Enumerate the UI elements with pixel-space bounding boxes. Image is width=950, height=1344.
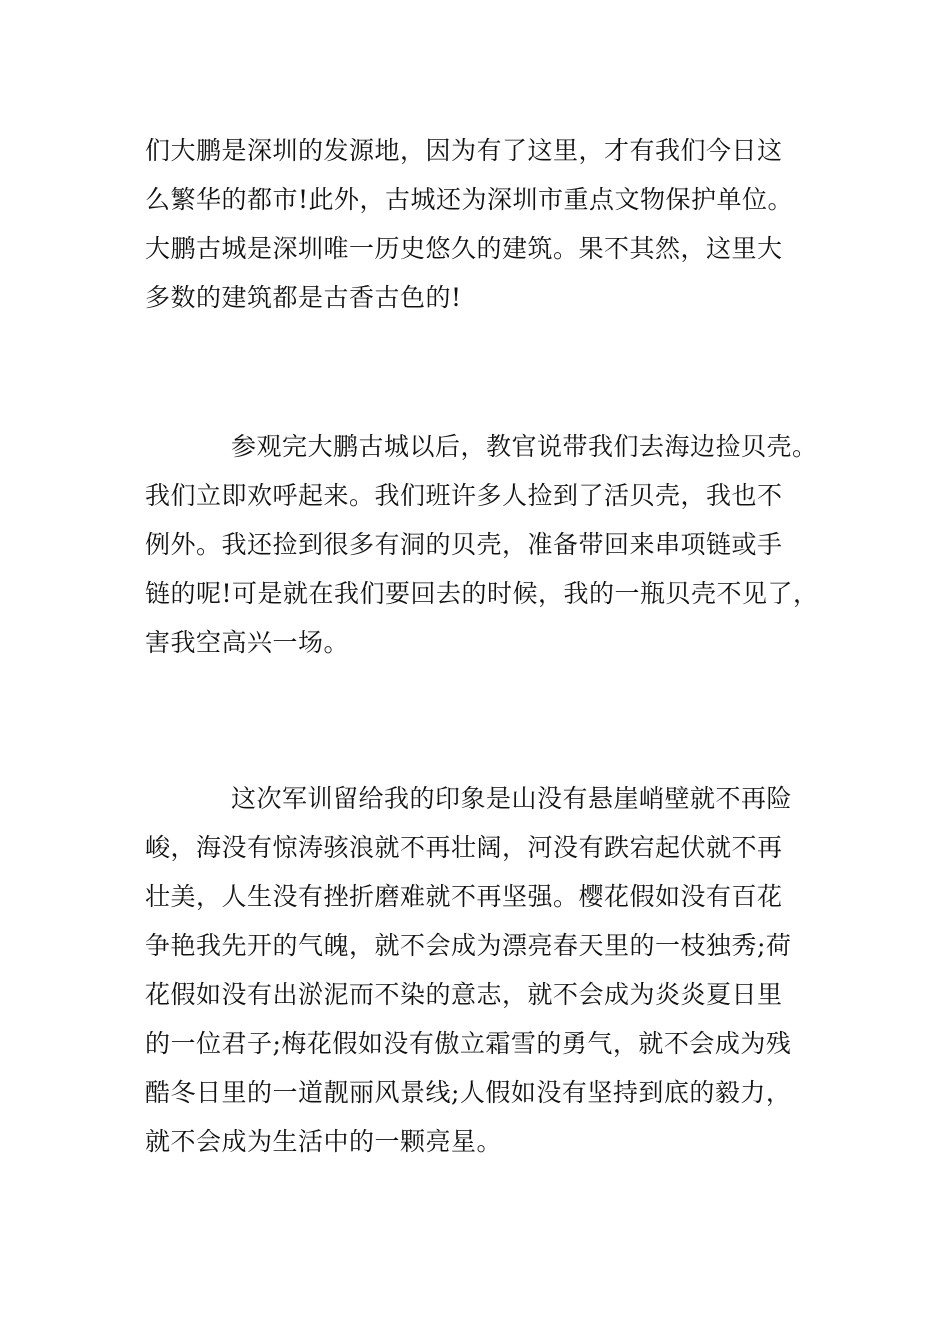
paragraph-line: 壮美，人生没有挫折磨难就不再坚强。樱花假如没有百花 <box>145 882 783 911</box>
paragraph-line: 么繁华的都市!此外，古城还为深圳市重点文物保护单位。 <box>145 185 794 214</box>
paragraph-line: 大鹏古城是深圳唯一历史悠久的建筑。果不其然，这里大 <box>145 234 783 263</box>
paragraph-line: 害我空高兴一场。 <box>145 628 350 657</box>
paragraph-first-line: 参观完大鹏古城以后，教官说带我们去海边捡贝壳。 <box>231 432 818 461</box>
paragraph-line: 多数的建筑都是古香古色的! <box>145 283 462 312</box>
paragraph-line: 们大鹏是深圳的发源地，因为有了这里，才有我们今日这 <box>145 136 783 165</box>
paragraph-line: 峻，海没有惊涛骇浪就不再壮阔，河没有跌宕起伏就不再 <box>145 833 783 862</box>
paragraph-line: 链的呢!可是就在我们要回去的时候，我的一瓶贝壳不见了， <box>145 579 819 608</box>
paragraph-1 <box>145 126 845 322</box>
paragraph-line: 的一位君子;梅花假如没有傲立霜雪的勇气，就不会成为残 <box>145 1029 792 1058</box>
paragraph-2 <box>145 422 845 667</box>
paragraph-line: 酷冬日里的一道靓丽风景线;人假如没有坚持到底的毅力， <box>145 1078 792 1107</box>
paragraph-line: 就不会成为生活中的一颗亮星。 <box>145 1127 503 1156</box>
paragraph-first-line: 这次军训留给我的印象是山没有悬崖峭壁就不再险 <box>231 784 793 813</box>
paragraph-line: 争艳我先开的气魄，就不会成为漂亮春天里的一枝独秀;荷 <box>145 931 792 960</box>
paragraph-line: 花假如没有出淤泥而不染的意志，就不会成为炎炎夏日里 <box>145 980 783 1009</box>
paragraph-line: 例外。我还捡到很多有洞的贝壳，准备带回来串项链或手 <box>145 530 783 559</box>
paragraph-line: 我们立即欢呼起来。我们班许多人捡到了活贝壳，我也不 <box>145 481 783 510</box>
paragraph-3 <box>145 774 845 1166</box>
